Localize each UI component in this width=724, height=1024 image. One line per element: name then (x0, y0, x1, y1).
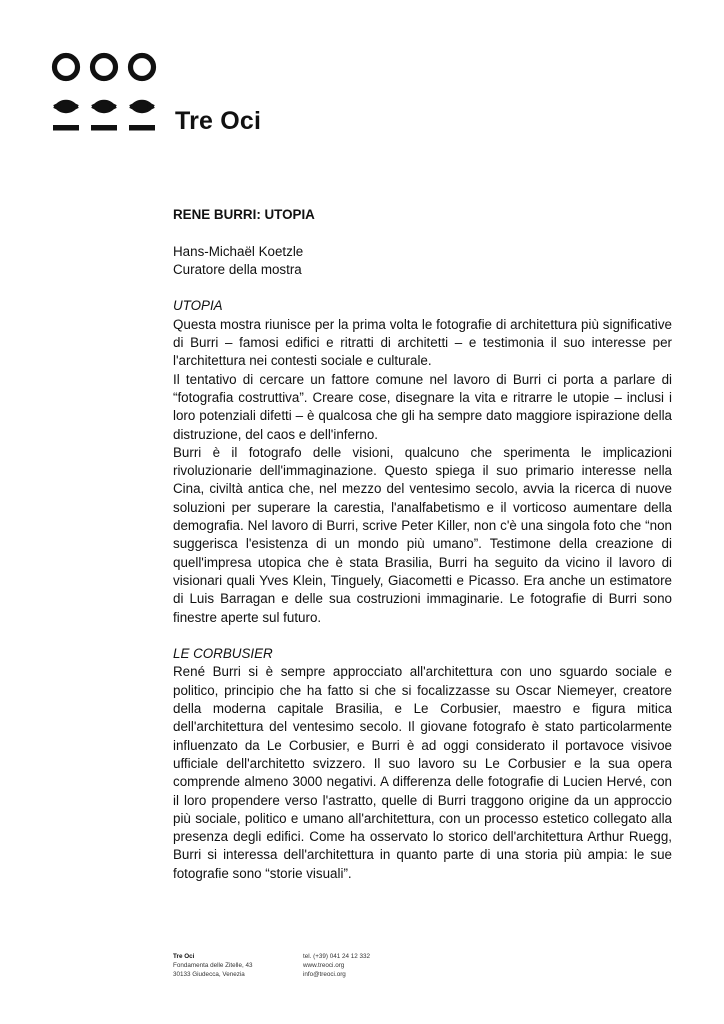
footer-address-line1: Fondamenta delle Zitelle, 43 (173, 962, 253, 969)
document-title: RENE BURRI: UTOPIA (173, 207, 315, 222)
paragraph: Burri è il fotografo delle visioni, qualcuno che sperimenta le implicazioni rivoluzionarie dell'immaginazione. Questo spiega il suo primario interesse nella Cina, civiltà antica che, nel mezzo del ventesimo secolo, avvia la ricerca di nuove soluzioni per superare la carestia, l'analfabetismo e il vorticoso aumentare della demografia. Nel lavoro di Burri, scrive Peter Killer, non c'è una singola foto che “non suggerisca l'esistenza di un mondo più umano”. Testimone della creazione di quell'impresa utopica che è stata Brasilia, Burri ha seguito da vicino il lavoro di visionari quali Yves Klein, Tinguely, Giacometti e Picasso. Era anche un estimatore di Luis Barragan e delle sua costruzioni immaginarie. Le fotografie di Burri sono finestre aperte sul futuro. (173, 444, 672, 625)
page-footer (173, 952, 433, 979)
paragraph: Questa mostra riunisce per la prima volta le fotografie di architettura più significative di Burri – famosi edifici e ritratti di architetti – e testimonia il suo interesse per l'architettura nei contesti sociale e culturale. (173, 316, 672, 369)
tre-oci-logo (51, 52, 157, 132)
footer-address-line2: 30133 Giudecca, Venezia (173, 971, 245, 978)
paragraph: Il tentativo di cercare un fattore comune nel lavoro di Burri ci porta a parlare di “fotografia costruttiva”. Creare cose, disegnare la vita e ritrarre le utopie – inclusi i loro potenziali difetti – è qualcosa che gli ha sempre dato maggiore ispirazione della distruzione, del caos e dell'inferno. (173, 371, 672, 442)
footer-contacts (303, 952, 433, 979)
author-name: Hans-Michaël Koetzle (173, 243, 304, 259)
footer-phone: tel. (+39) 041 24 12 332 (303, 953, 371, 960)
document-body (173, 206, 672, 883)
brand-name: Tre Oci (175, 107, 262, 135)
footer-website[interactable]: www.treoci.org (303, 962, 345, 969)
section-heading-utopia: UTOPIA (173, 298, 223, 314)
section-heading-le-corbusier: LE CORBUSIER (173, 646, 273, 662)
footer-name: Tre Oci (173, 953, 195, 960)
footer-email[interactable]: info@treoci.org (303, 971, 346, 978)
footer-address (173, 952, 303, 979)
author-role: Curatore della mostra (173, 261, 302, 277)
paragraph: René Burri si è sempre approcciato all'architettura con uno sguardo sociale e politico, principio che ha fatto si che si focalizzasse su Oscar Niemeyer, creatore della moderna capitale Brasilia, e Le Corbusier, maestro e figura mitica dell'architettura del ventesimo secolo. Il giovane fotografo è stato particolarmente influenzato da Le Corbusier, e Burri è ad oggi considerato il portavoce visivoe ufficiale dell'architetto svizzero. Il suo lavoro su Le Corbusier e la sua opera comprende almeno 3000 negativi. A differenza delle fotografie di Lucien Hervé, con il loro propendere verso l'astratto, quelle di Burri traggono origine da un approccio più sociale, politico e umano all'architettura, con un processo estetico collegato alla presenza degli edifici. Come ha osservato lo storico dell'architettura Arthur Ruegg, Burri si interessa dell'architettura in quanto parte di una storia più ampia: le sue fotografie sono “storie visuali”. (173, 664, 672, 881)
